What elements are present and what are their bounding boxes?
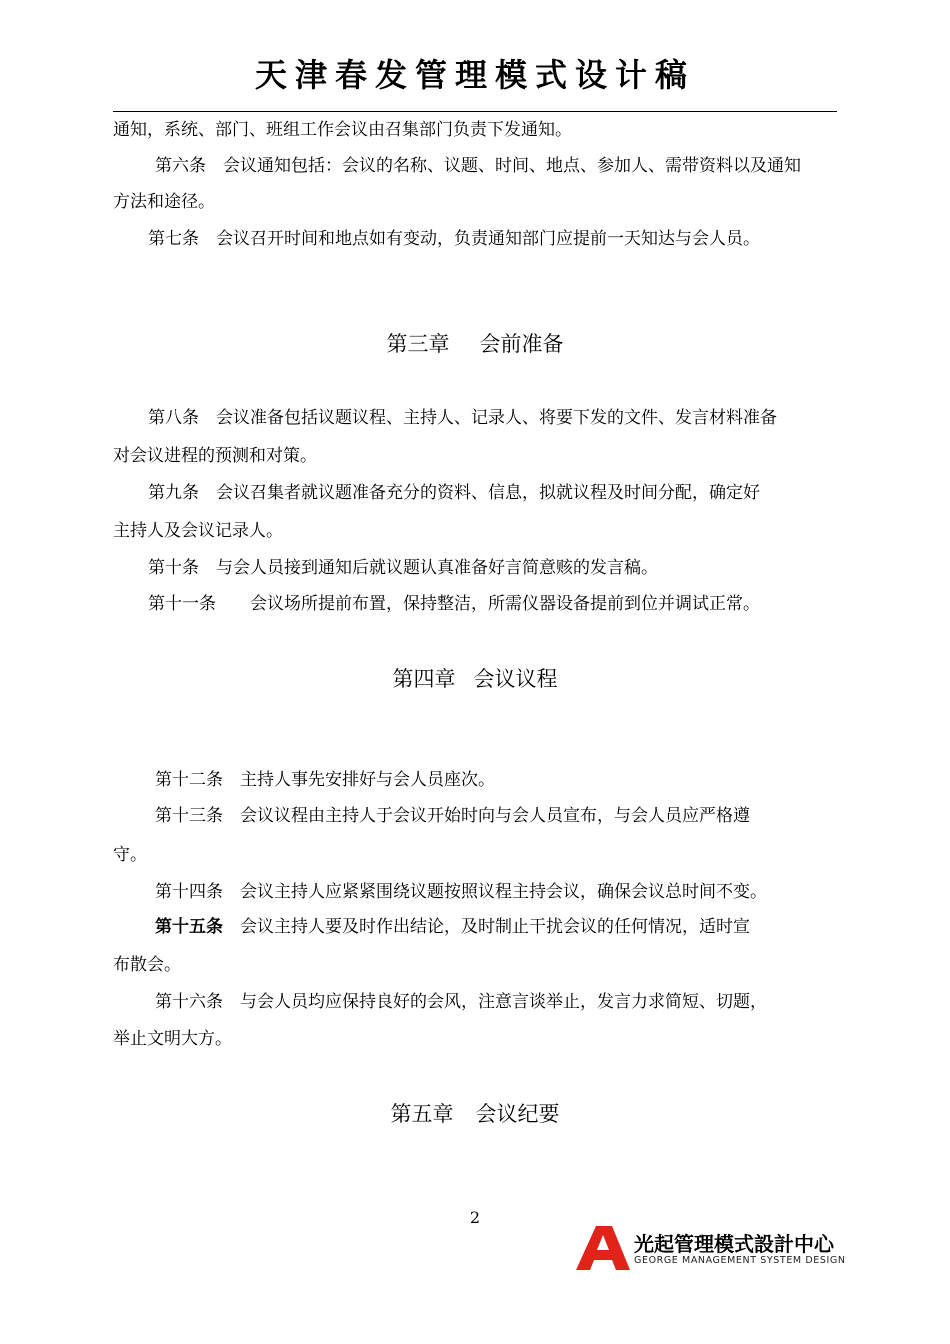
logo-a-mark-icon: [576, 1226, 630, 1270]
logo-chinese-text: 光起管理模式設計中心: [634, 1232, 834, 1256]
article-15-line-1: [155, 917, 750, 937]
page-number: 2: [469, 1208, 481, 1227]
company-logo: [576, 1224, 846, 1272]
header-divider: [113, 111, 837, 112]
logo-english-text: GEORGE MANAGEMENT SYSTEM DESIGN: [634, 1255, 846, 1266]
article-16-line-2: 举止文明大方。: [113, 1029, 232, 1049]
chapter-3-number: 第三章: [386, 332, 450, 356]
chapter-3-title: 会前准备: [479, 332, 564, 356]
chapter-5-title: 会议纪要: [475, 1102, 560, 1126]
article-10: 第十条 与会人员接到通知后就议题认真准备好言简意赅的发言稿。: [148, 558, 658, 578]
page-header-title: 天津春发管理模式设计稿: [254, 56, 695, 94]
article-6-line-2: 方法和途径。: [113, 192, 215, 212]
article-15-text: 会议主持人要及时作出结论，及时制止干扰会议的任何情况，适时宣: [223, 917, 750, 937]
article-6-line-1: 第六条 会议通知包括：会议的名称、议题、时间、地点、参加人、需带资料以及通知: [155, 156, 801, 176]
chapter-3-heading: [0, 328, 950, 358]
chapter-4-number: 第四章: [392, 667, 456, 691]
article-13-line-1: 第十三条 会议议程由主持人于会议开始时向与会人员宣布，与会人员应严格遵: [155, 806, 750, 826]
paragraph-notice-continuation: 通知，系统、部门、班组工作会议由召集部门负责下发通知。: [113, 120, 572, 140]
article-15-line-2: 布散会。: [113, 955, 181, 975]
article-8-line-2: 对会议进程的预测和对策。: [113, 446, 317, 466]
chapter-4-heading: [0, 663, 950, 693]
article-14: 第十四条 会议主持人应紧紧围绕议题按照议程主持会议，确保会议总时间不变。: [155, 882, 767, 902]
article-7: 第七条 会议召开时间和地点如有变动，负责通知部门应提前一天知达与会人员。: [148, 229, 760, 249]
article-9-line-2: 主持人及会议记录人。: [113, 521, 283, 541]
chapter-5-number: 第五章: [390, 1102, 454, 1126]
article-8-line-1: 第八条 会议准备包括议题议程、主持人、记录人、将要下发的文件、发言材料准备: [148, 408, 777, 428]
article-13-line-2: 守。: [113, 845, 147, 865]
article-11: 第十一条 会议场所提前布置，保持整洁，所需仪器设备提前到位并调试正常。: [148, 594, 760, 614]
chapter-4-title: 会议议程: [473, 667, 558, 691]
chapter-5-heading: [0, 1098, 950, 1128]
article-15-label: 第十五条: [155, 917, 223, 937]
article-16-line-1: 第十六条 与会人员均应保持良好的会风，注意言谈举止，发言力求简短、切题，: [155, 992, 767, 1012]
article-12: 第十二条 主持人事先安排好与会人员座次。: [155, 770, 495, 790]
article-9-line-1: 第九条 会议召集者就议题准备充分的资料、信息，拟就议程及时间分配，确定好: [148, 483, 760, 503]
